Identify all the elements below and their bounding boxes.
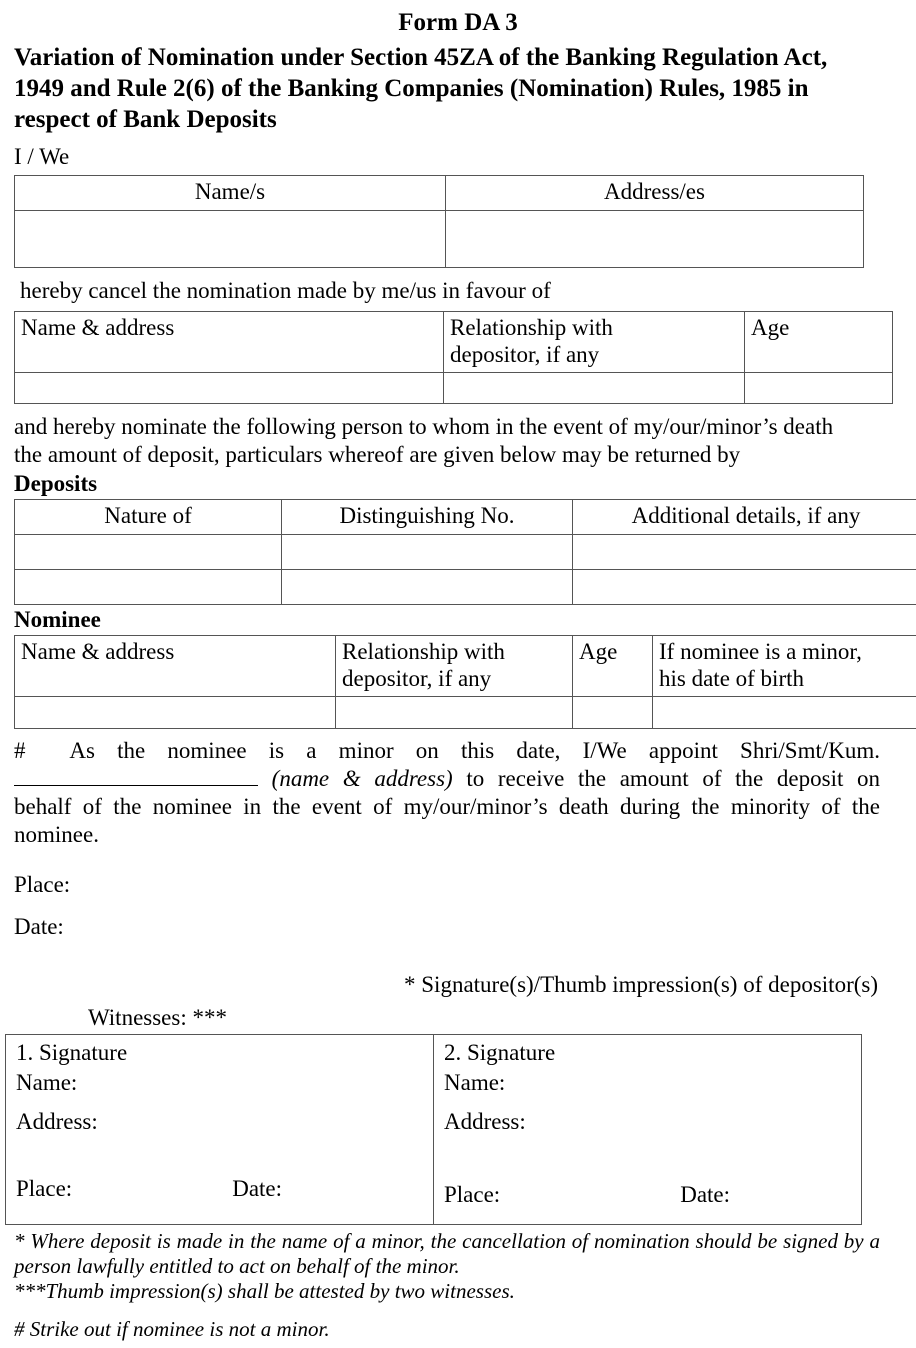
witness-1-content <box>6 1035 433 1224</box>
column-header-nature-of: Nature of <box>15 500 282 535</box>
deposits-table <box>14 499 916 605</box>
witness-2-name-label: Name: <box>444 1068 847 1098</box>
column-header-additional-details: Additional details, if any <box>573 500 916 535</box>
cell-distinguishing-value[interactable] <box>282 535 573 570</box>
cancel-nomination-text: hereby cancel the nomination made by me/us in favour of <box>0 277 916 305</box>
table-row <box>15 211 864 268</box>
cell-nature-value[interactable] <box>15 570 282 605</box>
cell-relationship-value[interactable] <box>444 373 745 404</box>
relationship-header-line-2: depositor, if any <box>450 342 599 367</box>
minor-dob-header-line-2: his date of birth <box>659 666 804 691</box>
cell-age-value[interactable] <box>745 373 893 404</box>
cell-additional-value[interactable] <box>573 570 916 605</box>
witness-1-footer <box>16 1176 423 1202</box>
witness-2-date-label: Date: <box>680 1182 730 1208</box>
column-header-relationship <box>336 636 573 697</box>
table-header-row <box>15 312 893 373</box>
cancelled-nomination-table <box>14 311 893 404</box>
cell-additional-value[interactable] <box>573 535 916 570</box>
relationship-header-line-1: Relationship with <box>450 315 613 340</box>
table-header-row <box>15 636 916 697</box>
footnote-star-line-1: * Where deposit is made in the name of a minor, the cancellation of nomination should be signed by a <box>14 1229 880 1253</box>
minor-clause-line-4: nominee. <box>14 821 880 849</box>
witness-2-address-label: Address: <box>444 1107 847 1137</box>
table-header-row <box>15 176 864 211</box>
relationship-header-line-2: depositor, if any <box>342 666 491 691</box>
cell-address-value[interactable] <box>446 211 864 268</box>
witness-cell-1 <box>6 1035 434 1225</box>
witness-1-place-label: Place: <box>16 1176 72 1202</box>
deposits-section-label: Deposits <box>0 471 916 497</box>
table-row <box>15 570 916 605</box>
table-row <box>15 373 893 404</box>
column-header-distinguishing-no: Distinguishing No. <box>282 500 573 535</box>
table-row <box>15 697 916 729</box>
table-row <box>6 1035 862 1225</box>
cell-name-address-value[interactable] <box>15 373 444 404</box>
nominate-paragraph <box>0 413 916 469</box>
cell-age-value[interactable] <box>573 697 653 729</box>
cell-nature-value[interactable] <box>15 535 282 570</box>
footnote-triple-star: ***Thumb impression(s) shall be attested by two witnesses. <box>14 1279 880 1304</box>
witness-2-footer <box>444 1182 851 1208</box>
depositor-signature-label: * Signature(s)/Thumb impression(s) of depositor(s) <box>0 971 916 999</box>
minor-clause-line-2 <box>14 765 880 793</box>
column-header-minor-dob <box>653 636 916 697</box>
nominate-line-1: and hereby nominate the following person to whom in the event of my/our/minor’s death <box>14 414 833 439</box>
column-header-name-address: Name & address <box>15 312 444 373</box>
column-header-age: Age <box>573 636 653 697</box>
witness-1-signature-label: 1. Signature <box>16 1038 419 1068</box>
nominate-line-2: the amount of deposit, particulars whereof are given below may be returned by <box>14 441 880 469</box>
witness-cell-2 <box>434 1035 862 1225</box>
column-header-names: Name/s <box>15 176 446 211</box>
column-header-addresses: Address/es <box>446 176 864 211</box>
witness-2-signature-label: 2. Signature <box>444 1038 847 1068</box>
cell-minor-dob-value[interactable] <box>653 697 916 729</box>
witness-2-place-label: Place: <box>444 1182 500 1208</box>
column-header-age: Age <box>745 312 893 373</box>
nominee-table <box>14 635 916 729</box>
witnesses-label: Witnesses: *** <box>0 1005 916 1031</box>
footnotes-block <box>0 1229 916 1342</box>
form-title: Form DA 3 <box>0 8 916 38</box>
cell-distinguishing-value[interactable] <box>282 570 573 605</box>
name-address-blank-rule[interactable] <box>14 765 258 786</box>
minor-clause-line-3: behalf of the nominee in the event of my/our/minor’s death during the minority of the <box>14 793 880 821</box>
footnote-hash: # Strike out if nominee is not a minor. <box>14 1317 880 1342</box>
witness-1-name-label: Name: <box>16 1068 419 1098</box>
witness-1-address-label: Address: <box>16 1107 419 1137</box>
column-header-name-address: Name & address <box>15 636 336 697</box>
minor-dob-header-line-1: If nominee is a minor, <box>659 639 862 664</box>
relationship-header-line-1: Relationship with <box>342 639 505 664</box>
column-header-relationship <box>444 312 745 373</box>
depositor-place-label: Place: <box>0 871 916 899</box>
nominee-section-label: Nominee <box>0 607 916 633</box>
cell-name-address-value[interactable] <box>15 697 336 729</box>
witness-1-date-label: Date: <box>232 1176 282 1202</box>
form-page <box>0 8 916 1348</box>
minor-clause-after-rule-text: to receive the amount of the deposit on <box>453 766 880 791</box>
minor-clause-line-1: # As the nominee is a minor on this date, I/We appoint Shri/Smt/Kum. <box>14 737 880 765</box>
intro-i-we-label: I / We <box>0 143 916 171</box>
minor-appointment-clause <box>0 737 916 849</box>
document-heading: Variation of Nomination under Section 45ZA of the Banking Regulation Act, 1949 and Rule 2(6) of the Banking Companies (Nomination) Rules, 1985 in respect of Bank Deposits <box>0 42 916 135</box>
footnote-star-line-2: person lawfully entitled to act on behalf of the minor. <box>14 1254 460 1278</box>
footnote-star <box>14 1229 880 1279</box>
table-row <box>15 535 916 570</box>
witnesses-table <box>5 1034 862 1225</box>
witness-2-content <box>434 1035 861 1224</box>
table-header-row <box>15 500 916 535</box>
depositor-date-label: Date: <box>0 913 916 941</box>
depositor-names-table <box>14 175 864 268</box>
cell-relationship-value[interactable] <box>336 697 573 729</box>
minor-clause-name-address-italic: (name & address) <box>272 766 453 791</box>
cell-name-value[interactable] <box>15 211 446 268</box>
